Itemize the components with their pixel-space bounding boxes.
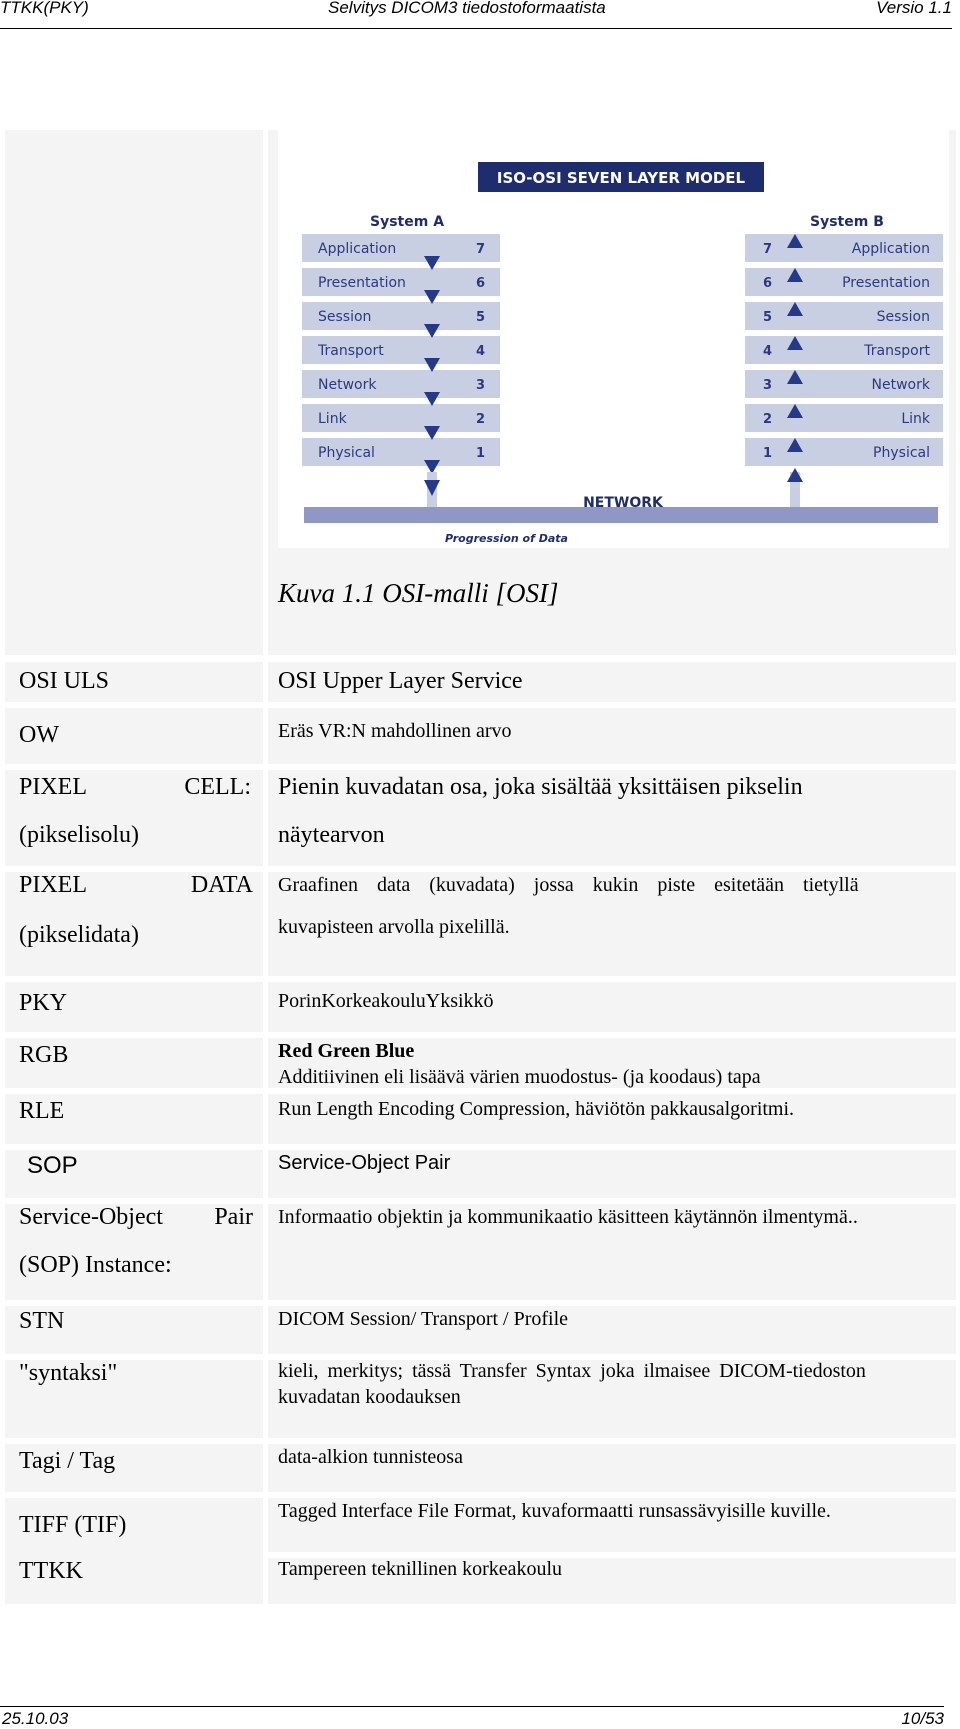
term-data-word: DATA <box>190 872 253 898</box>
down-arrow <box>424 324 440 338</box>
def-sop: Service-Object Pair <box>278 1152 451 1174</box>
header-left: TTKK(PKY) <box>0 0 89 17</box>
def-ow: Eräs VR:N mahdollinen arvo <box>278 720 512 742</box>
layer-num-a: 2 <box>476 412 486 427</box>
layer-name-a: Transport <box>318 343 384 359</box>
def-pixel-data-line2: kuvapisteen arvolla pixelillä. <box>278 916 510 938</box>
term-pky: PKY <box>19 990 68 1016</box>
layer-name-a: Session <box>318 309 372 325</box>
def-pixel-cell-line2: näytearvon <box>278 822 385 848</box>
term-syntaksi: "syntaksi" <box>19 1360 118 1386</box>
down-arrow <box>424 290 440 304</box>
layer-num-a: 4 <box>476 344 486 359</box>
term-ttkk: TTKK <box>19 1558 83 1584</box>
term-rgb: RGB <box>19 1042 69 1068</box>
down-arrow <box>424 392 440 406</box>
def-pixel-data-line1: Graafinen data (kuvadata) jossa kukin piste esitetään tietyllä <box>278 874 859 896</box>
layer-name-a: Physical <box>318 445 375 461</box>
def-cell <box>268 872 956 976</box>
term-pikselisolu: (pikselisolu) <box>19 822 139 848</box>
header-version: Versio 1.1 <box>876 0 952 17</box>
layer-num-b: 7 <box>763 242 773 257</box>
def-pixel-cell-line1: Pienin kuvadatan osa, joka sisältää yksittäisen pikselin <box>278 774 803 800</box>
layer-num-b: 3 <box>763 378 773 393</box>
def-cell <box>268 1306 956 1354</box>
def-sop-instance: Informaatio objektin ja kommunikaatio käsitteen käytännön ilmentymä.. <box>278 1206 858 1228</box>
up-arrow <box>787 468 803 482</box>
system-a-label: System A <box>370 214 445 230</box>
term-sop: SOP <box>27 1152 78 1179</box>
term-tiff: TIFF (TIF) <box>19 1512 127 1538</box>
term-cell <box>5 1444 263 1492</box>
term-cell <box>5 770 263 866</box>
def-cell <box>268 1204 956 1300</box>
def-ttkk: Tampereen teknillinen korkeakoulu <box>278 1558 563 1580</box>
figure-caption: Kuva 1.1 OSI-malli [OSI] <box>278 578 559 608</box>
term-cell <box>5 1150 263 1198</box>
layer-num-a: 7 <box>476 242 486 257</box>
def-pky: PorinKorkeakouluYksikkö <box>278 990 494 1012</box>
down-arrow <box>424 480 440 496</box>
layer-num-a: 3 <box>476 378 486 393</box>
progression-label: Progression of Data <box>445 532 568 545</box>
layer-name-a: Link <box>318 411 347 427</box>
layer-num-b: 2 <box>763 412 773 427</box>
def-cell <box>268 708 956 764</box>
def-stn: DICOM Session/ Transport / Profile <box>278 1308 569 1330</box>
term-tag: Tagi / Tag <box>19 1448 116 1474</box>
def-tag: data-alkion tunnisteosa <box>278 1446 463 1468</box>
term-osi-uls: OSI ULS <box>19 668 110 694</box>
def-cell <box>268 1038 956 1088</box>
def-syntaksi-line2: kuvadatan koodauksen <box>278 1386 461 1408</box>
term-cell <box>5 872 263 976</box>
term-service-object: Service-Object <box>19 1204 163 1230</box>
term-pair: Pair <box>214 1204 253 1230</box>
page-footer <box>0 1706 944 1728</box>
term-cell <box>5 1038 263 1088</box>
osi-model-figure <box>278 130 949 548</box>
def-cell <box>268 1444 956 1492</box>
page-header <box>0 0 952 29</box>
term-cell <box>5 1498 263 1552</box>
def-cell <box>268 1094 956 1144</box>
term-ow: OW <box>19 722 59 748</box>
def-tiff: Tagged Interface File Format, kuvaformaatti runsassävyisille kuville. <box>278 1500 831 1522</box>
def-cell <box>268 662 956 702</box>
header-title: Selvitys DICOM3 tiedostoformaatista <box>328 0 606 17</box>
def-cell <box>268 982 956 1032</box>
def-syntaksi-line1: kieli, merkitys; tässä Transfer Syntax joka ilmaisee DICOM-tiedoston <box>278 1360 866 1382</box>
layer-name-b: Session <box>876 309 930 325</box>
def-rle: Run Length Encoding Compression, häviötön pakkausalgoritmi. <box>278 1098 795 1120</box>
term-cell <box>5 982 263 1032</box>
layer-num-a: 6 <box>476 276 486 291</box>
term-sop-instance: (SOP) Instance: <box>19 1252 172 1278</box>
term-cell <box>5 1094 263 1144</box>
osi-diagram <box>278 130 949 548</box>
term-stn: STN <box>19 1308 65 1334</box>
layer-name-b: Physical <box>873 445 930 461</box>
down-arrow <box>424 358 440 372</box>
layer-name-b: Network <box>871 377 930 393</box>
term-pixel-2: PIXEL <box>19 872 87 898</box>
term-cell <box>5 708 263 764</box>
def-cell <box>268 1558 956 1604</box>
term-cell-word: CELL: <box>184 774 251 800</box>
def-rgb: Additiivinen eli lisäävä värien muodostus- (ja koodaus) tapa <box>278 1066 761 1088</box>
footer-page: 10/53 <box>901 1709 944 1728</box>
banner-title: ISO-OSI SEVEN LAYER MODEL <box>496 169 746 187</box>
term-cell <box>5 1306 263 1354</box>
layer-num-b: 5 <box>763 310 773 325</box>
term-rle: RLE <box>19 1098 65 1124</box>
def-osi-uls: OSI Upper Layer Service <box>278 668 523 694</box>
layer-name-b: Presentation <box>842 275 930 291</box>
layer-num-b: 4 <box>763 344 773 359</box>
layer-name-b: Application <box>851 241 930 257</box>
network-label: NETWORK <box>583 495 663 511</box>
footer-date: 25.10.03 <box>2 1709 69 1728</box>
term-cell <box>5 1552 263 1604</box>
layer-num-b: 6 <box>763 276 773 291</box>
def-cell <box>268 1498 956 1552</box>
layer-num-b: 1 <box>763 446 773 461</box>
layer-name-a: Network <box>318 377 377 393</box>
term-pixel: PIXEL <box>19 774 87 800</box>
def-cell <box>268 1150 956 1198</box>
layer-name-b: Link <box>901 411 930 427</box>
term-pikselidata: (pikselidata) <box>19 922 139 948</box>
figure-left-cell <box>5 130 263 655</box>
layer-num-a: 5 <box>476 310 486 325</box>
system-b-label: System B <box>810 214 884 230</box>
def-rgb-title: Red Green Blue <box>278 1040 415 1062</box>
layer-name-a: Application <box>318 241 397 257</box>
layer-num-a: 1 <box>476 446 486 461</box>
term-cell <box>5 662 263 702</box>
down-arrow <box>424 426 440 440</box>
layer-name-b: Transport <box>864 343 930 359</box>
def-cell <box>268 1360 956 1438</box>
term-cell <box>5 1360 263 1438</box>
term-cell <box>5 1204 263 1300</box>
def-cell <box>268 770 956 866</box>
down-arrow <box>424 460 440 474</box>
down-arrow <box>424 256 440 270</box>
layer-name-a: Presentation <box>318 275 406 291</box>
